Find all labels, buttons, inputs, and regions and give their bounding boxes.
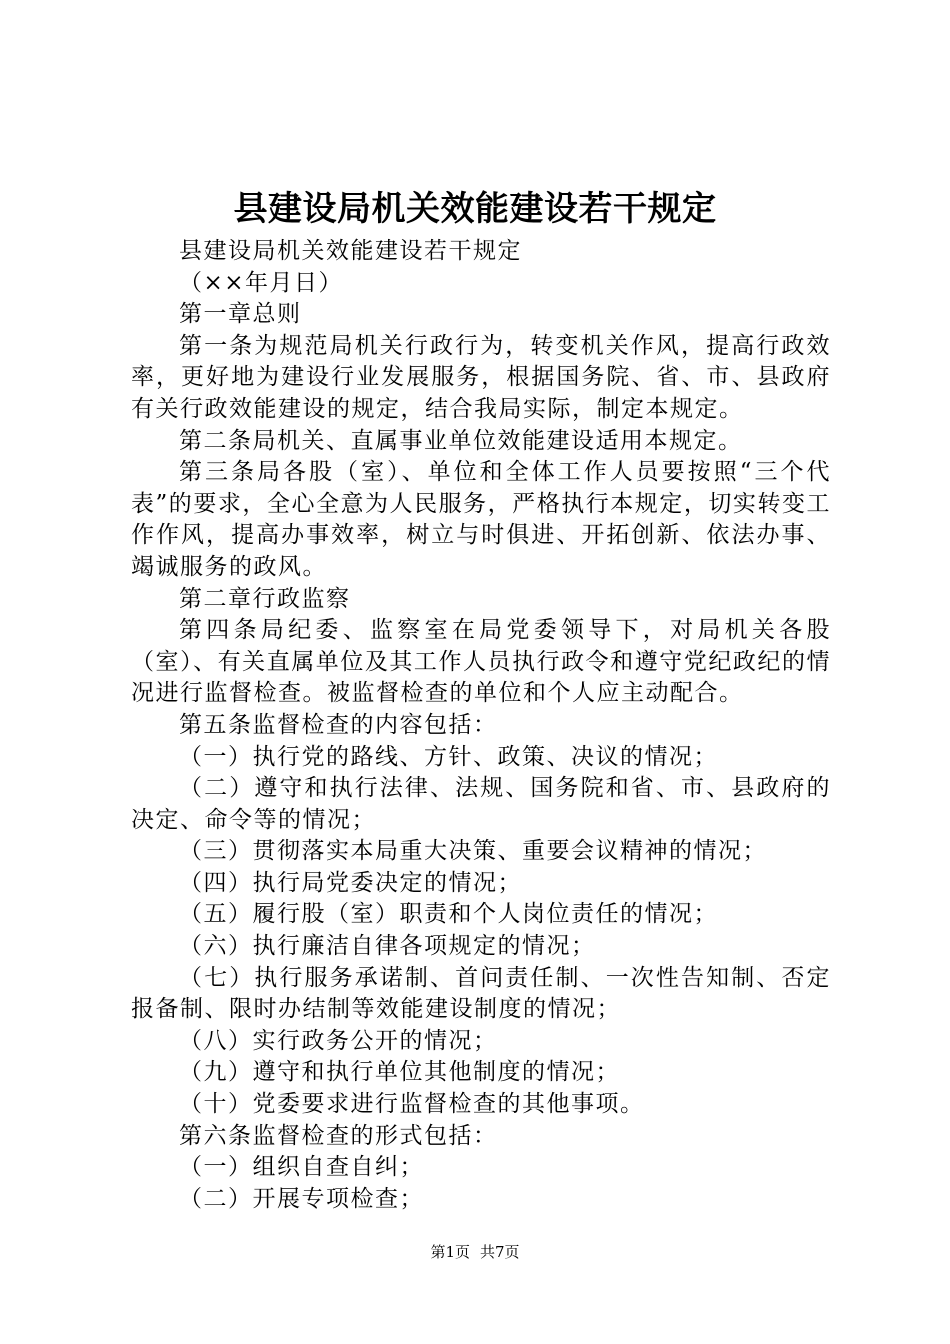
paragraph: 第六条监督检查的形式包括： xyxy=(179,1122,498,1149)
chapter-heading: 第一章总则 xyxy=(179,301,302,328)
list-item: （二）遵守和执行法律、法规、国务院和省、市、县政府的决定、命令等的情况； xyxy=(131,775,831,833)
paragraph: 第三条局各股（室）、单位和全体工作人员要按照“三个代表”的要求，全心全意为人民服务，严格执行本规定，切实转变工作作风，提高办事效率，树立与时俱进、开拓创新、依法办事、竭诚服务的政风。 xyxy=(131,459,831,580)
paragraph: 第二条局机关、直属事业单位效能建设适用本规定。 xyxy=(179,427,743,454)
list-item: （二）开展专项检查； xyxy=(179,1185,424,1212)
page-total: 共7页 xyxy=(480,1243,520,1261)
paragraph: 第四条局纪委、监察室在局党委领导下，对局机关各股（室）、有关直属单位及其工作人员执行政令和遵守党纪政纪的情况进行监督检查。被监督检查的单位和个人应主动配合。 xyxy=(131,617,831,707)
paragraph: 第一条为规范局机关行政行为，转变机关作风，提高行政效率，更好地为建设行业发展服务，根据国务院、省、市、县政府有关行政效能建设的规定，结合我局实际，制定本规定。 xyxy=(131,332,831,422)
list-item: （四）执行局党委决定的情况； xyxy=(179,869,522,896)
document-body xyxy=(131,236,831,1215)
list-item: （六）执行廉洁自律各项规定的情况； xyxy=(179,933,596,960)
paragraph: 县建设局机关效能建设若干规定 xyxy=(179,238,522,264)
paragraph: （××年月日） xyxy=(179,269,344,296)
page-footer xyxy=(0,1242,950,1262)
document-title: 县建设局机关效能建设若干规定 xyxy=(233,189,717,229)
list-item: （五）履行股（室）职责和个人岗位责任的情况； xyxy=(179,901,718,928)
chapter-heading: 第二章行政监察 xyxy=(179,585,351,612)
list-item: （九）遵守和执行单位其他制度的情况； xyxy=(179,1059,620,1086)
list-item: （八）实行政务公开的情况； xyxy=(179,1027,498,1054)
list-item: （七）执行服务承诺制、首问责任制、一次性告知制、否定报备制、限时办结制等效能建设制度的情况； xyxy=(131,964,831,1023)
paragraph: 第五条监督检查的内容包括： xyxy=(179,711,498,738)
list-item: （十）党委要求进行监督检查的其他事项。 xyxy=(179,1091,645,1118)
list-item: （一）组织自查自纠； xyxy=(179,1154,424,1181)
list-item: （一）执行党的路线、方针、政策、决议的情况； xyxy=(179,743,718,770)
page-number: 第1页 xyxy=(430,1243,470,1261)
list-item: （三）贯彻落实本局重大决策、重要会议精神的情况； xyxy=(179,838,767,865)
